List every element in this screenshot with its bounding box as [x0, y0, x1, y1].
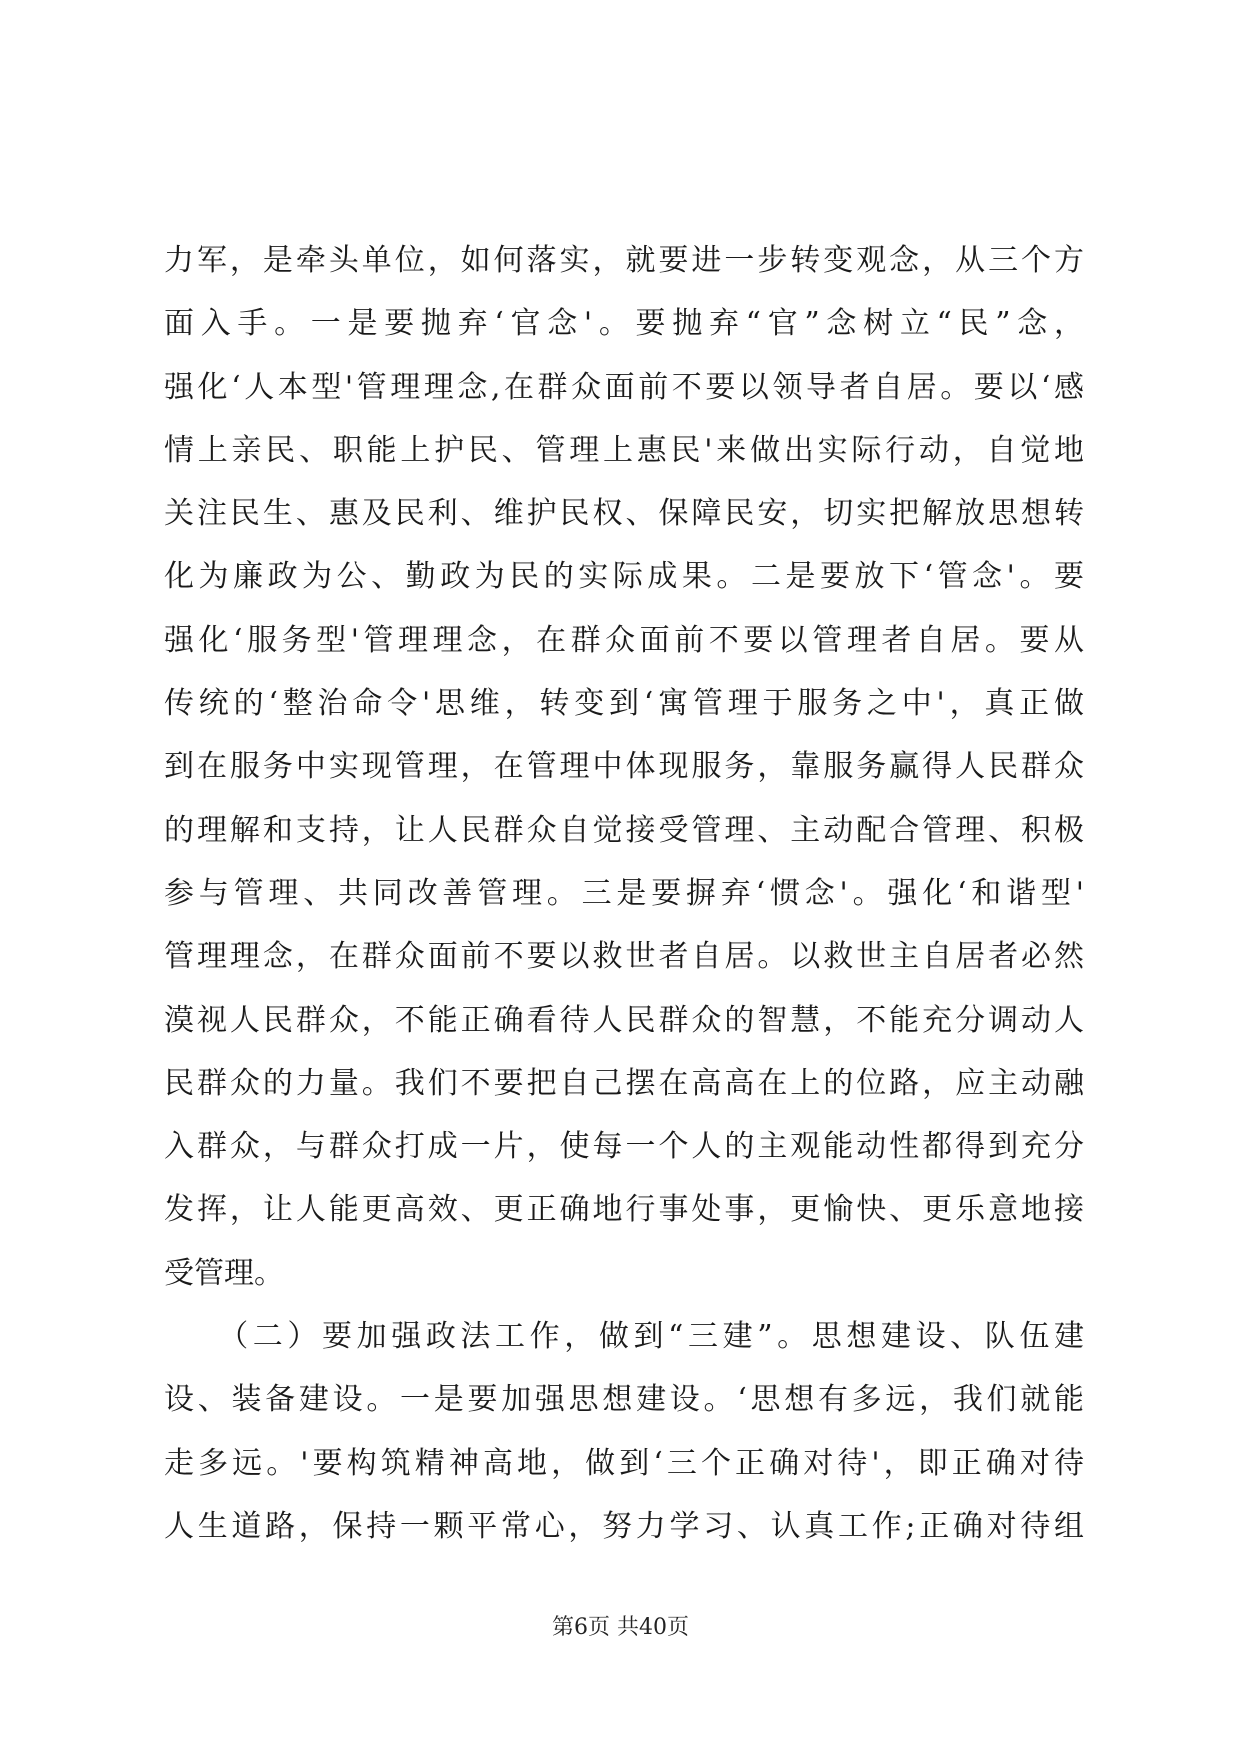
- text-line: 化为廉政为公、勤政为民的实际成果。二是要放下‘管念'。要: [164, 559, 1084, 595]
- text-line: （二）要加强政法工作，做到“三建”。思想建设、队伍建: [164, 1319, 1084, 1355]
- text-line: 情上亲民、职能上护民、管理上惠民'来做出实际行动，自觉地: [164, 432, 1084, 468]
- text-line: 发挥，让人能更高效、更正确地行事处事，更愉快、更乐意地接: [164, 1192, 1084, 1228]
- text-line: 漠视人民群众，不能正确看待人民群众的智慧，不能充分调动人: [164, 1002, 1084, 1038]
- text-line: 参与管理、共同改善管理。三是要摒弃‘惯念'。强化‘和谐型': [164, 875, 1084, 911]
- text-line: 管理理念，在群众面前不要以救世者自居。以救世主自居者必然: [164, 939, 1084, 975]
- text-line: 到在服务中实现管理，在管理中体现服务，靠服务赢得人民群众: [164, 749, 1084, 785]
- text-line: 力军，是牵头单位，如何落实，就要进一步转变观念，从三个方: [164, 243, 1084, 278]
- text-line: 民群众的力量。我们不要把自己摆在高高在上的位路，应主动融: [164, 1065, 1084, 1101]
- text-line: 传统的‘整治命令'思维，转变到‘寓管理于服务之中'，真正做: [164, 686, 1084, 722]
- text-line: 受管理。: [164, 1255, 284, 1291]
- text-line: 的理解和支持，让人民群众自觉接受管理、主动配合管理、积极: [164, 812, 1084, 848]
- text-line: 入群众，与群众打成一片，使每一个人的主观能动性都得到充分: [164, 1129, 1084, 1165]
- text-line: 强化‘人本型'管理理念,在群众面前不要以领导者自居。要以‘感: [164, 369, 1084, 405]
- text-line: 强化‘服务型'管理理念，在群众面前不要以管理者自居。要从: [164, 622, 1084, 658]
- text-line: 设、装备建设。一是要加强思想建设。‘思想有多远，我们就能: [164, 1382, 1084, 1418]
- page-footer: 第6页 共40页: [552, 1615, 689, 1640]
- text-line: 面入手。一是要抛弃‘官念'。要抛弃“官”念树立“民”念，: [164, 306, 1084, 342]
- body-text: [164, 229, 1084, 1558]
- text-line: 走多远。'要构筑精神高地，做到‘三个正确对待'，即正确对待: [164, 1445, 1084, 1481]
- text-line: 人生道路，保持一颗平常心，努力学习、认真工作;正确对待组: [164, 1508, 1084, 1544]
- text-line: 关注民生、惠及民利、维护民权、保障民安，切实把解放思想转: [164, 496, 1084, 532]
